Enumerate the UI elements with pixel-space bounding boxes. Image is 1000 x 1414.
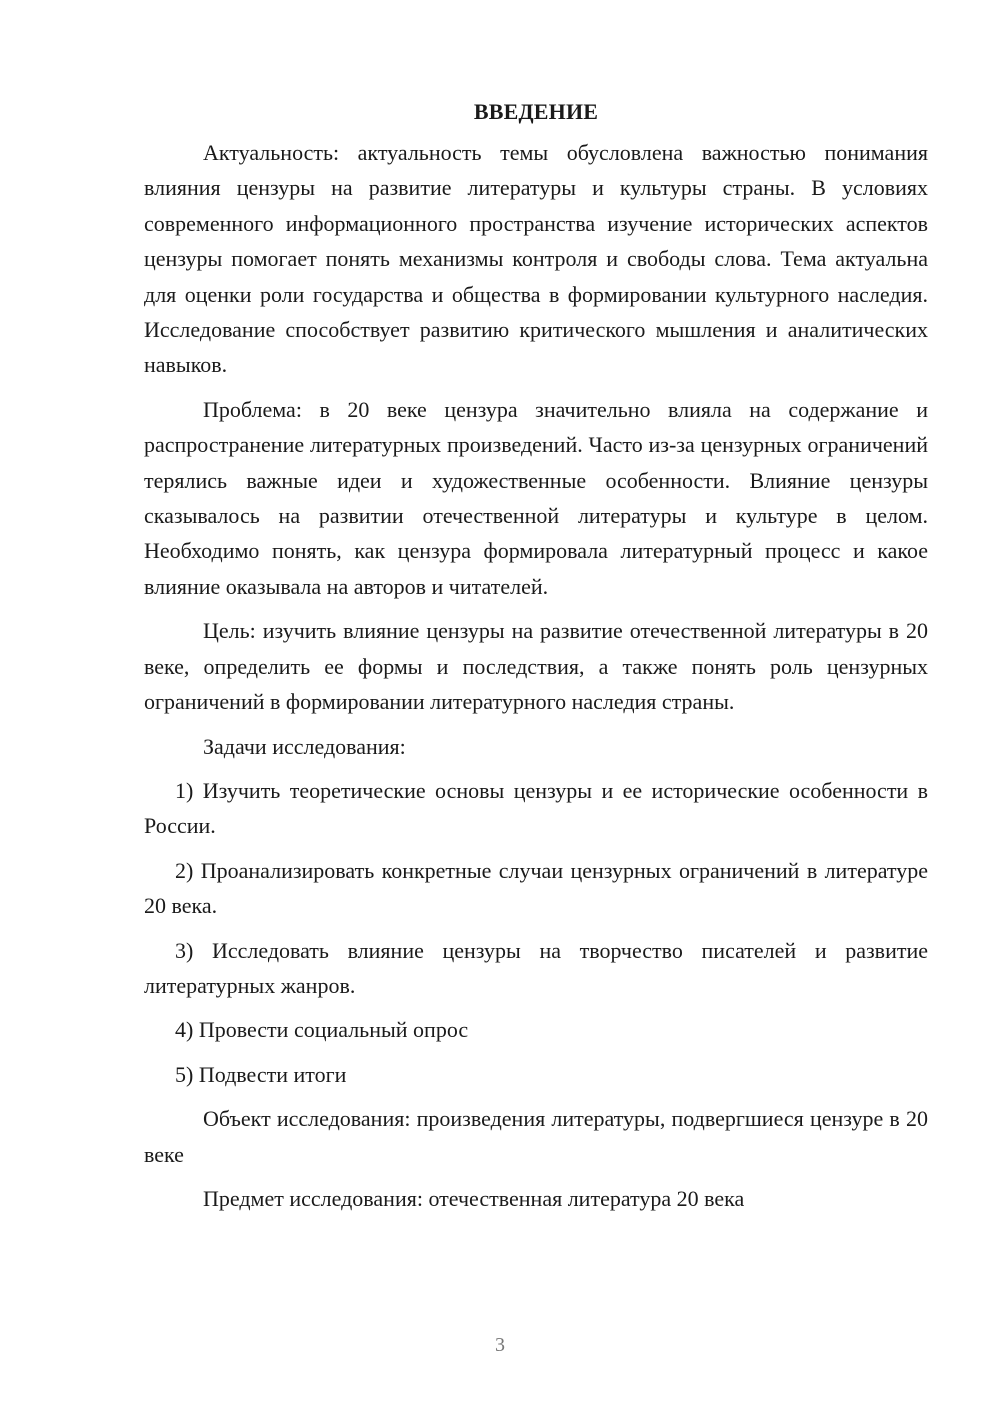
tasks-list bbox=[144, 773, 928, 1092]
relevance-paragraph: Актуальность: актуальность темы обусловлена важностью понимания влияния цензуры на развитие литературы и культуры страны. В условиях современного информационного пространства изучение исторических аспектов цензуры помогает понять механизмы контроля и свободы слова. Тема актуальна для оценки роли государства и общества в формировании культурного наследия. Исследование способствует развитию критического мышления и аналитических навыков. bbox=[144, 140, 928, 378]
page-number: 3 bbox=[495, 1334, 505, 1356]
list-item: 1) Изучить теоретические основы цензуры и ее исторические особенности в России. bbox=[144, 777, 928, 839]
tasks-heading: Задачи исследования: bbox=[203, 733, 406, 759]
list-item: 3) Исследовать влияние цензуры на творчество писателей и развитие литературных жанров. bbox=[144, 937, 928, 998]
page-title: ВВЕДЕНИЕ bbox=[473, 99, 599, 124]
object-paragraph: Объект исследования: произведения литературы, подвергшиеся цензуре в 20 веке bbox=[144, 1106, 928, 1167]
document-page bbox=[144, 94, 928, 1225]
list-item: 5) Подвести итоги bbox=[175, 1061, 347, 1087]
subject-paragraph: Предмет исследования: отечественная литература 20 века bbox=[203, 1185, 745, 1211]
problem-paragraph: Проблема: в 20 веке цензура значительно влияла на содержание и распространение литературных произведений. Часто из-за цензурных ограничений терялись важные идеи и художественные особенности. Влияние цензуры сказывалось на развитии отечественной литературы и культуре в целом. Необходимо понять, как цензура формировала литературный процесс и какое влияние оказывала на авторов и читателей. bbox=[144, 396, 928, 599]
list-item: 2) Проанализировать конкретные случаи цензурных ограничений в литературе 20 века. bbox=[144, 857, 928, 919]
goal-paragraph: Цель: изучить влияние цензуры на развитие отечественной литературы в 20 веке, определить ее формы и последствия, а также понять роль цензурных ограничений в формировании литературного наследия страны. bbox=[144, 618, 928, 715]
list-item: 4) Провести социальный опрос bbox=[175, 1017, 469, 1043]
